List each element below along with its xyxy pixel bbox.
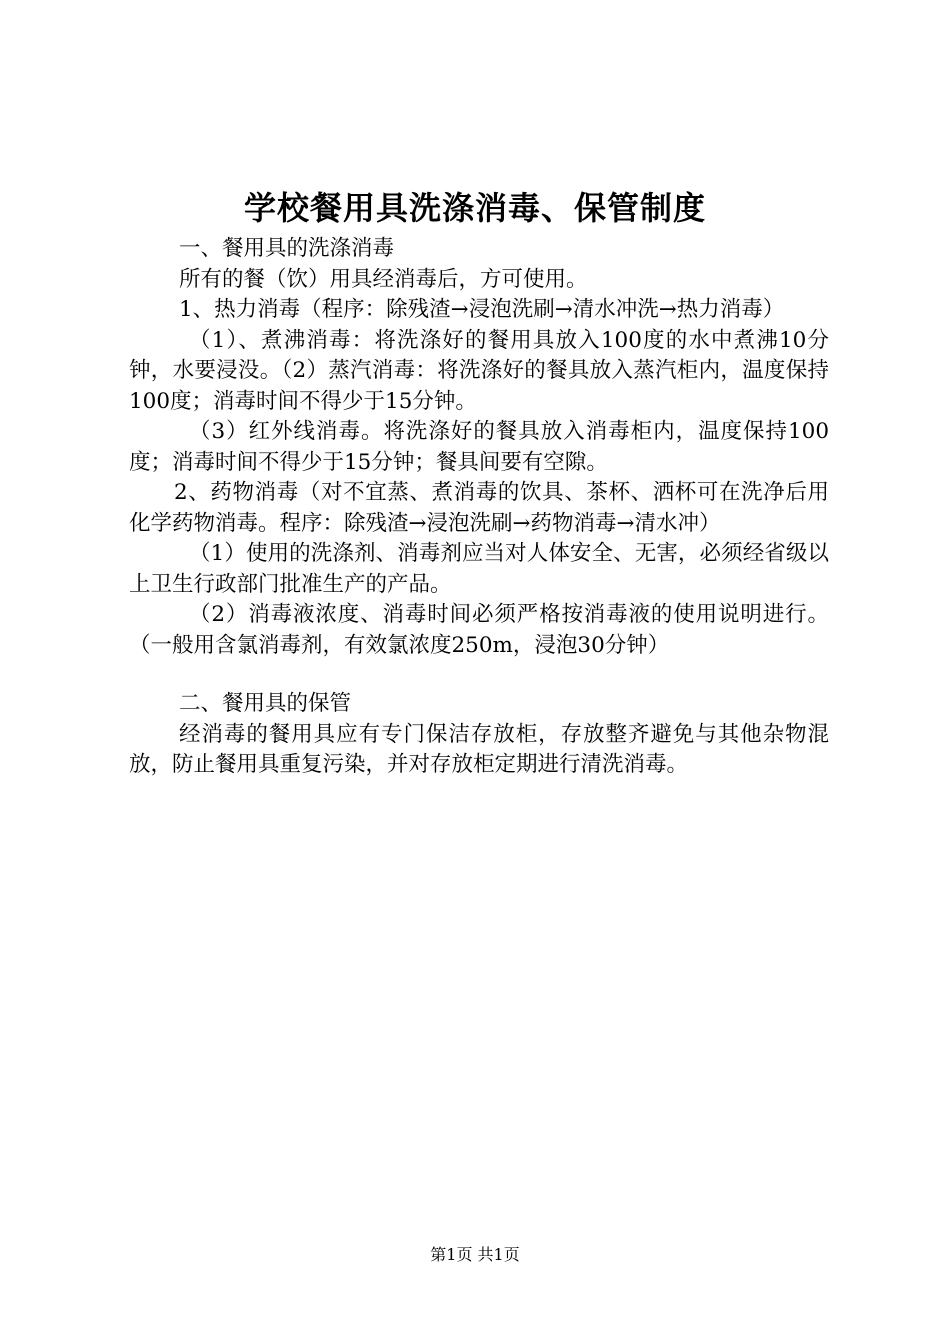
paragraph-infrared: （3）红外线消毒。将洗涤好的餐具放入消毒柜内，温度保持100度；消毒时间不得少于15分钟；餐具间要有空隙。 bbox=[129, 419, 829, 475]
paragraph-detergent-safety: （1）使用的洗涤剂、消毒剂应当对人体安全、无害，必须经省级以上卫生行政部门批准生产的产品。 bbox=[129, 541, 829, 597]
document-title: 学校餐用具洗涤消毒、保管制度 bbox=[243, 189, 706, 227]
paragraph-concentration: （2）消毒液浓度、消毒时间必须严格按消毒液的使用说明进行。（一般用含氯消毒剂，有效氯浓度250m，浸泡30分钟） bbox=[129, 602, 829, 658]
section-heading-washing: 一、餐用具的洗涤消毒 bbox=[179, 236, 395, 261]
paragraph-storage: 经消毒的餐用具应有专门保洁存放柜，存放整齐避免与其他杂物混放，防止餐用具重复污染，并对存放柜定期进行清洗消毒。 bbox=[129, 721, 829, 777]
paragraph-intro: 所有的餐（饮）用具经消毒后，方可使用。 bbox=[179, 266, 588, 292]
document-body bbox=[129, 234, 829, 781]
paragraph-boiling-steam: （1）、煮沸消毒：将洗涤好的餐用具放入100度的水中煮沸10分钟，水要浸没。（2）蒸汽消毒：将洗涤好的餐具放入蒸汽柜内，温度保持100度；消毒时间不得少于15分钟。 bbox=[129, 327, 829, 414]
paragraph-heat-disinfection: 1、热力消毒（程序：除残渣→浸泡洗刷→清水冲洗→热力消毒） bbox=[179, 297, 785, 322]
paragraph-chemical-disinfection: 2、药物消毒（对不宜蒸、煮消毒的饮具、茶杯、洒杯可在洗净后用化学药物消毒。程序：除残渣→浸泡洗刷→药物消毒→清水冲） bbox=[129, 480, 829, 536]
section-heading-storage: 二、餐用具的保管 bbox=[179, 691, 352, 716]
page-footer: 第1页 共1页 bbox=[430, 1245, 520, 1264]
paragraph-spacer bbox=[129, 661, 829, 689]
